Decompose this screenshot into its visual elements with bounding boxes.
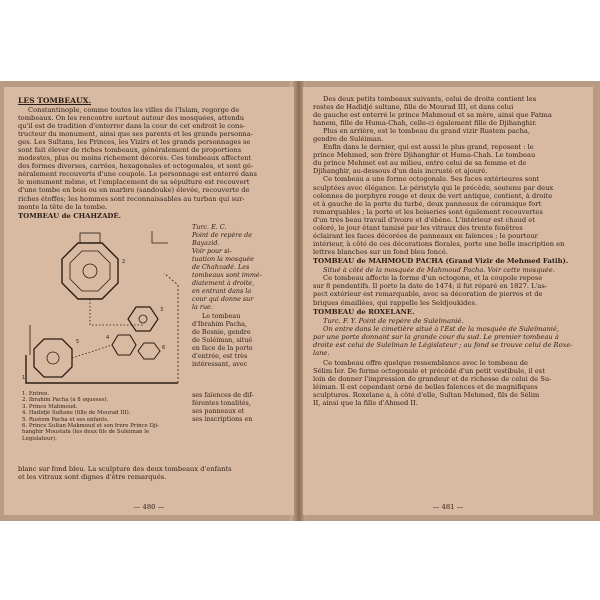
text-line: tructeur du monument, ainsi que ses parents et les grands personna-: [18, 130, 253, 139]
text-line: en entrant dans la: [192, 287, 252, 296]
text-line: Ce tombeau offre quelque ressemblance avec le tombeau de: [323, 359, 528, 368]
text-line: qu'il est de tradition d'enterrer dans la cour de cet endroit le cons-: [18, 122, 246, 131]
text-line: en face de la porte: [192, 343, 253, 352]
plan-label: 2: [122, 259, 126, 266]
open-book: [0, 81, 600, 521]
text-line: ses panneaux et: [192, 407, 245, 416]
paragraph: [313, 359, 585, 407]
chahzade-side-text: [192, 223, 284, 368]
text-line: modestes, plus ou moins richement décorés. Ces tombeaux affectent: [18, 154, 252, 163]
legend-item: hanghir Moustafa (les deux fils de Suléiman le: [22, 429, 150, 436]
intro-paragraph: [18, 106, 286, 211]
text-line: Point de repère de: [192, 231, 253, 240]
text-line: de Bosnie, gendre: [192, 327, 251, 336]
text-line: d'entrée, est très: [192, 351, 248, 360]
legend-item: 5. Rustem Pacha et ses enfants.: [22, 416, 109, 423]
text-line: et à gauche de la porte du turbé, deux panneaux de céramique fort: [313, 199, 542, 208]
text-line: Djihanghir, au-dessous d'un dais incrusté et ajouré.: [313, 167, 488, 176]
text-line: Turc. F. Y. Point de repère de Suleïmanié.: [323, 316, 464, 325]
text-line: férentes tonalités,: [192, 399, 251, 408]
text-line: d'un très beau travail d'ivoire et d'ébène. L'intérieur est chaud et: [313, 215, 535, 224]
text-line: Sélim Ier. De forme octogonale et précédé d'un petit vestibule, il est: [313, 367, 545, 376]
text-line: blanc sur fond bleu. La sculpture des deux tombeaux d'enfants: [18, 465, 232, 474]
text-line: cour qui donne sur: [192, 295, 254, 304]
paragraph: [313, 274, 585, 306]
text-line: remarquables ; la porte et les boiseries sont également recouvertes: [313, 207, 543, 216]
legend-item: 2. Ibrahim Pacha (à 8 oqueses).: [22, 397, 109, 404]
text-line: Enfin dans le dernier, qui est aussi le plus grand, reposent : le: [323, 143, 534, 152]
text-line: du prince Mehmet est au milieu, entre celui de sa femme et de: [313, 159, 527, 168]
text-line: Constantinople, comme toutes les villes de l'Islam, regorge de: [28, 106, 240, 114]
text-line: éclairant les faces décorées de panneaux en faïences ; le pourtour: [313, 231, 538, 240]
right-page-content: [313, 95, 585, 408]
text-line: pect extérieur est remarquable, avec sa décoration de pierres et de: [313, 290, 543, 299]
legend-item: 1. Entrée.: [22, 391, 50, 398]
plan-label: 5: [76, 339, 80, 346]
legend-item: Législateur).: [22, 435, 57, 442]
text-line: tombeaux sont immé-: [192, 271, 262, 280]
left-page-content: [18, 95, 286, 481]
text-line: II, ainsi que la fille d'Ahmed II.: [313, 399, 418, 408]
section-title-chahzade: TOMBEAU de CHAHZADÉ.: [18, 211, 122, 220]
left-page: [4, 87, 294, 515]
text-line: de Suléiman, situé: [192, 335, 253, 344]
text-line: de Chahzadé. Les: [192, 263, 250, 272]
section-title-mahmoud-pacha: TOMBEAU de MAHMOUD PACHA (Grand Vizir de Mehmed Fatih).: [313, 256, 569, 265]
text-line: loin de donner l'impression de grandeur et de richesse de celui de Su-: [313, 375, 552, 384]
text-line: Voir pour si-: [192, 247, 232, 256]
text-line: Le tombeau: [202, 311, 241, 320]
page-number-left: — 480 —: [133, 503, 165, 511]
legend-item: 3. Prince Mahmoud.: [22, 403, 78, 410]
text-line: On entre dans le cimetière situé à l'Est de la mosquée de Suleïmanié,: [323, 325, 560, 334]
tomb-plan-diagram: [18, 225, 180, 391]
paragraph: [313, 143, 585, 175]
text-line: léiman. Il est cependant orné de belles faïences et de magnifiques: [313, 383, 538, 392]
right-page: [303, 87, 593, 515]
text-line: par une porte donnant sur la grande cour du sud. Le premier tombeau à: [313, 333, 559, 342]
legend-item: 6. Prince Sultan Makmoud et son frère Prince Dji-: [22, 423, 159, 430]
roxelane-directions: [313, 317, 585, 357]
text-line: néralement recouverts d'une coupole. Le personnage est enterré dans: [18, 170, 257, 179]
plan-label: 1: [22, 375, 26, 382]
text-line: Des deux petits tombeaux suivants, celui de droite contient les: [323, 95, 537, 103]
text-line: Plus en arrière, est le tombeau du grand vizir Rustem pacha,: [323, 127, 531, 136]
text-line: briques émaillées, qui rappelle les Seldjoukides.: [313, 298, 477, 307]
chahzade-side-text-continued: [192, 391, 286, 423]
text-line: lettres blanches sur un fond bleu foncé.: [313, 247, 448, 256]
text-line: tombeaux. On les rencontre surtout autour des mosquées, attendu: [18, 114, 245, 123]
text-line: le monument même, et l'emplacement de sa sépulture est recouvert: [18, 178, 250, 187]
text-line: Bayazid.: [192, 239, 220, 248]
closing-paragraph: [18, 465, 286, 481]
text-line: diatement à droite,: [192, 279, 255, 288]
text-line: lane.: [313, 349, 330, 358]
text-line: d'une tombe en bois ou en marbre (sandouke) élevée, recouverte de: [18, 186, 250, 195]
plan-label: 3: [160, 307, 164, 314]
text-line: coloré, le jour étant tamisé par les vitraux des trente fenêtres: [313, 223, 523, 232]
plan-legend-block: [18, 391, 286, 465]
text-line: des formes diverses, carrées, hexagonales et octogonales, et sont gé-: [18, 162, 254, 171]
text-line: monte la tête de la tombe.: [18, 202, 108, 211]
text-line: sur 8 pendentifs. Il porte la date de 1474; il fut réparé en 1827. L'as-: [313, 282, 548, 291]
paragraph: [313, 95, 585, 143]
text-line: la rue.: [192, 303, 213, 312]
chahzade-plan-block: [18, 221, 286, 391]
text-line: Turc. E. C.: [192, 223, 227, 232]
text-line: riches étoffes; les hommes sont reconnaissables au turban qui sur-: [18, 194, 245, 203]
text-line: ses inscriptions en: [192, 415, 253, 424]
text-line: colonnes de porphyre rouge et deux de vert antique, contient, à droite: [313, 191, 553, 200]
text-line: ses faïences de dif-: [192, 391, 254, 400]
text-line: de gauche est enterré le prince Mahmoud et sa mère, ainsi que Fatma: [313, 111, 552, 120]
text-line: sont fait élever de riches tombeaux, généralement de proportions: [18, 146, 242, 155]
section-heading-tombeaux: LES TOMBEAUX.: [18, 96, 92, 105]
text-line: intérieur, à côté de ces décorations florales, porte une belle inscription en: [313, 239, 565, 248]
paragraph: [313, 175, 585, 255]
plan-label: 6: [162, 345, 166, 352]
plan-label: 4: [106, 335, 110, 342]
text-line: tuation la mosquée: [192, 255, 254, 264]
text-line: ges. Les Sultans, les Princes, les Vizirs et les grands personnages se: [18, 138, 251, 147]
text-line: Ce tombeau affecte la forme d'un octogone, et la coupole repose: [323, 274, 543, 283]
text-line: intéressant, avec: [192, 359, 248, 368]
text-line: droite est celui de Suleïman le Législateur ; au fond se trouve celui de Roxe-: [313, 341, 573, 350]
text-line: sculptées avec élégance. Le péristyle qui le précède, soutenu par deux: [313, 183, 554, 192]
text-line: prince Mehmed, son frère Djihanghir et Huma-Chah. Le tombeau: [313, 151, 536, 160]
page-number-right: — 481 —: [432, 503, 464, 511]
text-line: gendre de Suléiman.: [313, 135, 384, 144]
text-line: et les vitraux sont dignes d'être remarqués.: [18, 473, 167, 482]
text-line: d'Ibrahim Pacha,: [192, 319, 247, 328]
text-line: restes de Hadidjé sultane, fille de Mourad III, et dans celui: [313, 103, 514, 112]
text-line: sculptures. Roxelane a, à côté d'elle, Sultan Mehmed, fils de Sélim: [313, 391, 540, 400]
text-line: hanem, fille de Huma-Chah, celle-ci également fille de Djihanghir.: [313, 119, 537, 128]
text-line: Ce tombeau a une forme octogonale. Ses faces extérieures sont: [323, 175, 540, 184]
legend-item: 4. Hadidjé Sultane (fille de Mourad III).: [22, 410, 131, 417]
plan-legend: [22, 391, 194, 442]
section-subtitle: Situé à côté de la mosquée de Mahmoud Pacha. Voir cette mosquée.: [323, 266, 555, 275]
section-title-roxelane: TOMBEAU de ROXELANE.: [313, 307, 415, 316]
